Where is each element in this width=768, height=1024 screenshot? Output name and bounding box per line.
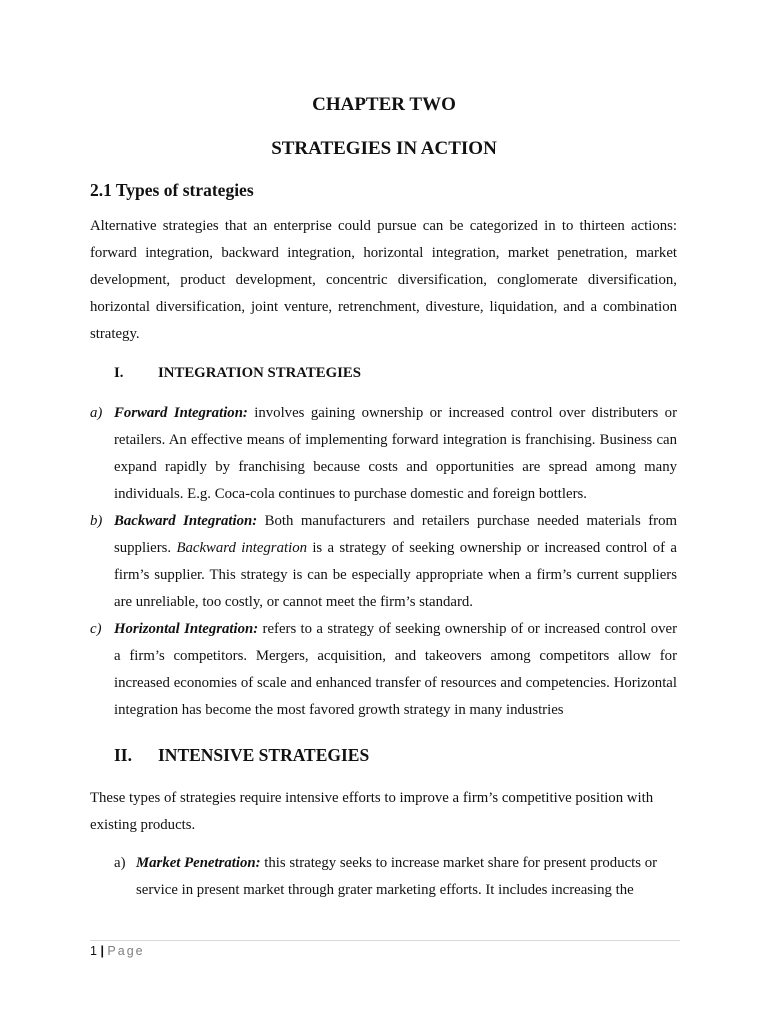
section-heading: 2.1 Types of strategies [90,180,254,200]
section-ii-numeral: II. [114,745,132,765]
list-item-backward-integration [90,508,677,616]
term: Forward Integration: [114,405,248,421]
section-i-heading [114,365,361,382]
list-item-market-penetration [114,850,677,904]
description-part-2: is a strategy of seeking ownership or increased control of a firm’s supplier. This strategy is can be especially appropriate when a firm’s current suppliers are unreliable, too costly, or cannot meet the firm’s standard. [114,540,677,610]
page-footer [90,944,145,958]
list-item-body [114,400,677,508]
description: involves gaining ownership or increased control over distributers or retailers. An effective means of implementing forward integration is franchising. Business can expand rapidly by franchising because costs and opportunities are spread among many individuals. E.g. Coca-cola continues to purchase domestic and foreign bottlers. [114,405,677,502]
section-i-title: INTEGRATION STRATEGIES [158,365,361,381]
chapter-subtitle: STRATEGIES IN ACTION [271,138,497,159]
list-marker: c) [90,621,102,637]
italic-phrase: Backward integration [176,540,307,556]
page-label: Page [107,944,145,958]
section-ii-title: INTENSIVE STRATEGIES [158,745,370,765]
description: this strategy seeks to increase market share for present products or service in present market through grater marketing efforts. It includes increasing the [136,855,658,898]
list-marker: a) [114,855,126,871]
list-item-body [136,850,677,904]
intro-paragraph: Alternative strategies that an enterprise could pursue can be categorized in to thirteen actions: forward integration, backward integration, horizontal integration, market penetration, market development, product development, concentric diversification, conglomerate diversification, horizontal diversification, joint venture, retrenchment, divesture, liquidation, and a combination strategy. [90,218,677,342]
intensive-intro-paragraph: These types of strategies require intensive efforts to improve a firm’s competitive position with existing products. [90,790,654,833]
page-number: 1 [90,944,97,958]
footer-separator: | [100,944,104,958]
section-i-numeral: I. [114,365,124,381]
list-item-forward-integration [90,400,677,508]
term: Horizontal Integration: [114,621,259,637]
term: Backward Integration: [114,513,258,529]
list-marker: b) [90,513,103,529]
footer-divider [90,940,680,941]
list-marker: a) [90,405,103,421]
description-part-1: Both manufacturers and retailers purchase needed materials from suppliers. [114,513,677,556]
section-ii-heading [114,745,369,766]
term: Market Penetration: [136,855,261,871]
chapter-title: CHAPTER TWO [312,94,456,115]
list-item-horizontal-integration [90,616,677,724]
list-item-body [114,616,677,724]
list-item-body [114,508,677,616]
description: refers to a strategy of seeking ownership of or increased control over a firm’s competitors. Mergers, acquisition, and takeovers among competitors allow for increased economies of scale and enhanced transfer of resources and competencies. Horizontal integration has become the most favored growth strategy in many industries [114,621,678,718]
